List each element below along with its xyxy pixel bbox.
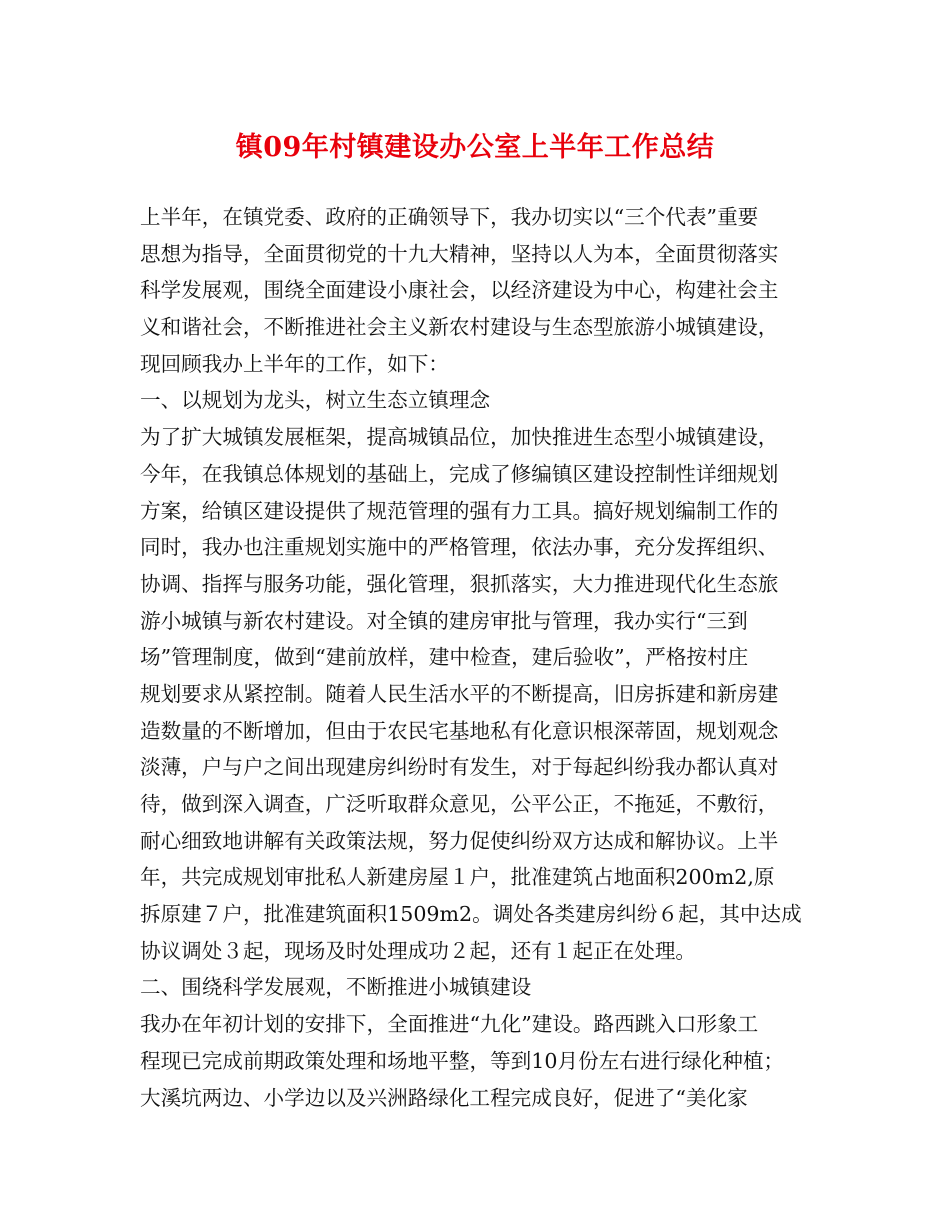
document-title: 镇09年村镇建设办公室上半年工作总结 — [235, 132, 715, 163]
body-line: 耐心细致地讲解有关政策法规，努力促使纠纷双方达成和解协议。上半 — [140, 828, 779, 853]
body-line: 同时，我办也注重规划实施中的严格管理，依法办事，充分发挥组织、 — [140, 535, 779, 560]
body-line: 年，共完成规划审批私人新建房屋１户，批准建筑占地面积200m2,原 — [140, 865, 775, 890]
body-line: 今年，在我镇总体规划的基础上，完成了修编镇区建设控制性详细规划 — [140, 461, 779, 486]
body-line: 大溪坑两边、小学边以及兴洲路绿化工程完成良好，促进了“美化家 — [140, 1085, 748, 1110]
body-line: 场”管理制度，做到“建前放样，建中检查，建后验收”，严格按村庄 — [140, 645, 749, 670]
body-line: 拆原建７户，批准建筑面积1509m2。调处各类建房纠纷６起，其中达成 — [140, 902, 802, 927]
body-line: 规划要求从紧控制。随着人民生活水平的不断提高，旧房拆建和新房建 — [140, 681, 779, 706]
section-heading-1: 一、以规划为龙头，树立生态立镇理念 — [140, 388, 491, 413]
body-line: 我办在年初计划的安排下，全面推进“九化”建设。路西跳入口形象工 — [140, 1012, 759, 1037]
body-line: 现回顾我办上半年的工作，如下： — [140, 351, 449, 376]
body-line: 方案，给镇区建设提供了规范管理的强有力工具。搞好规划编制工作的 — [140, 498, 779, 523]
body-line: 游小城镇与新农村建设。对全镇的建房审批与管理，我办实行“三到 — [140, 608, 748, 633]
body-line: 思想为指导，全面贯彻党的十九大精神，坚持以人为本，全面贯彻落实 — [140, 241, 779, 266]
document-body — [140, 199, 820, 1116]
body-line: 淡薄，户与户之间出现建房纠纷时有发生，对于每起纠纷我办都认真对 — [140, 755, 779, 780]
body-line: 程现已完成前期政策处理和场地平整，等到10月份左右进行绿化种植； — [140, 1048, 785, 1073]
body-line: 义和谐社会，不断推进社会主义新农村建设与生态型旅游小城镇建设， — [140, 315, 779, 340]
body-line: 科学发展观，围绕全面建设小康社会，以经济建设为中心，构建社会主 — [140, 278, 779, 303]
body-line: 待，做到深入调查，广泛听取群众意见，公平公正，不拖延，不敷衍， — [140, 792, 779, 816]
section-heading-2: 二、围绕科学发展观，不断推进小城镇建设 — [140, 975, 532, 1000]
body-line: 协议调处３起，现场及时处理成功２起，还有１起正在处理。 — [140, 938, 697, 963]
body-line: 造数量的不断增加，但由于农民宅基地私有化意识根深蒂固，规划观念 — [140, 718, 779, 743]
body-line: 上半年，在镇党委、政府的正确领导下，我办切实以“三个代表”重要 — [140, 205, 759, 229]
body-line: 为了扩大城镇发展框架，提高城镇品位，加快推进生态型小城镇建设， — [140, 425, 779, 450]
body-line: 协调、指挥与服务功能，强化管理，狠抓落实，大力推进现代化生态旅 — [140, 571, 779, 596]
